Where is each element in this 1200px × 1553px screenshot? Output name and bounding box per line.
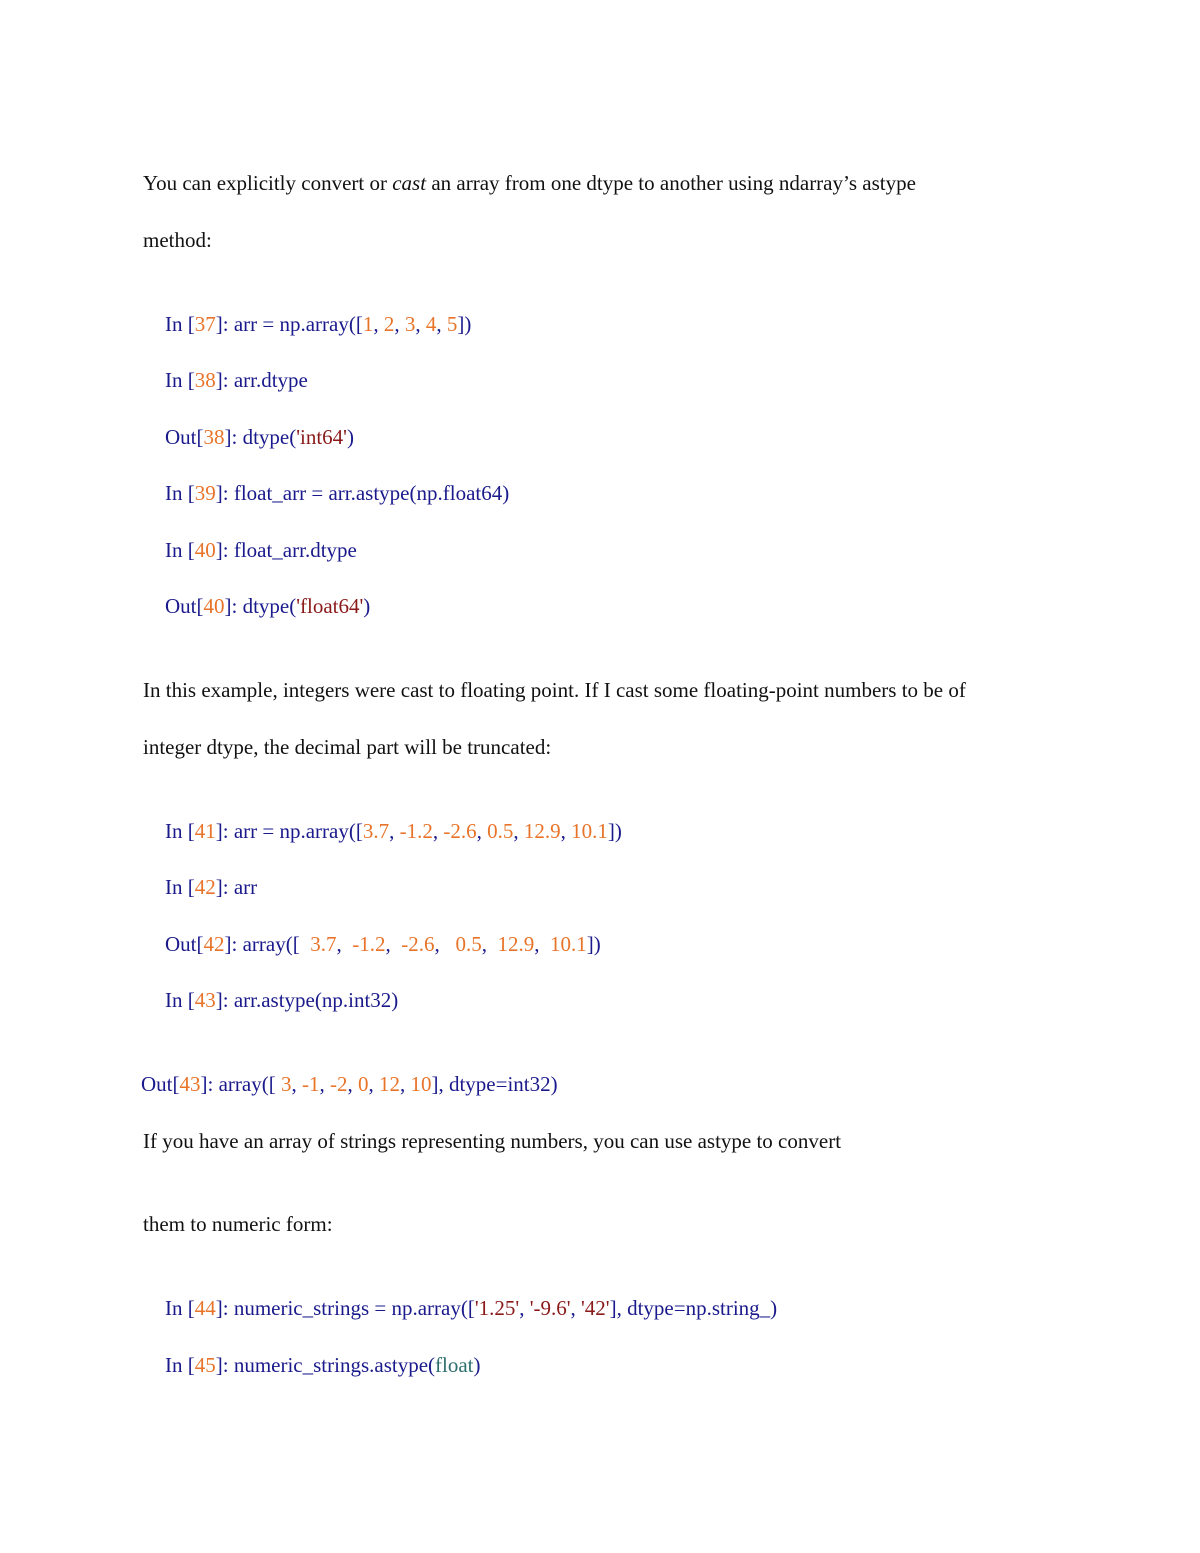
code-token: 'float64'	[296, 594, 364, 618]
code-token: ])	[607, 819, 622, 843]
code-token: 10.1	[571, 819, 608, 843]
code-token: ]: arr.astype(np.int32)	[215, 988, 399, 1012]
code-token: 42	[194, 875, 216, 899]
code-token: 43	[179, 1072, 201, 1096]
code-token: ]: arr	[215, 875, 258, 899]
code-token: ,	[432, 819, 444, 843]
code-token: 5	[446, 312, 458, 336]
code-token: ]: arr.dtype	[215, 368, 308, 392]
code-token: 12.9	[523, 819, 561, 843]
code-token: 38	[194, 368, 216, 392]
code-token: ])	[586, 932, 601, 956]
code-line	[165, 987, 398, 1013]
code-token: -1	[301, 1072, 320, 1096]
code-line	[165, 818, 622, 844]
code-token: ,	[336, 932, 353, 956]
code-token: ]: arr = np.array([	[215, 312, 363, 336]
code-token: Out[	[165, 425, 204, 449]
code-token: )	[363, 594, 371, 618]
code-token: ,	[436, 312, 447, 336]
code-token: -1.2	[352, 932, 386, 956]
code-token: Out[	[141, 1072, 180, 1096]
code-token: )	[473, 1353, 481, 1377]
code-token: ,	[291, 1072, 302, 1096]
code-token: In [	[165, 368, 195, 392]
code-token: 0.5	[487, 819, 514, 843]
code-token: Out[	[165, 932, 204, 956]
code-token: 3.7	[362, 819, 390, 843]
paragraph-2-line-2: integer dtype, the decimal part will be truncated:	[143, 735, 552, 759]
code-line	[165, 1295, 777, 1321]
code-token: In [	[165, 819, 195, 843]
code-token: ]: arr = np.array([	[215, 819, 363, 843]
code-token: 3	[404, 312, 416, 336]
code-line	[165, 537, 357, 563]
code-token: '42'	[581, 1296, 610, 1320]
code-token: 42	[203, 932, 225, 956]
paragraph-1-emphasis: cast	[392, 171, 427, 195]
code-token: 45	[194, 1353, 216, 1377]
code-token: ]: array([	[200, 1072, 281, 1096]
code-line	[165, 931, 601, 957]
code-line	[165, 424, 354, 450]
code-token: In [	[165, 988, 195, 1012]
code-token: ,	[394, 312, 405, 336]
code-token: In [	[165, 538, 195, 562]
code-line	[165, 367, 308, 393]
paragraph-1-text-after: an array from one dtype to another using ndarray’s astype	[426, 171, 916, 195]
paragraph-3-line-1: If you have an array of strings representing numbers, you can use astype to convert	[143, 1129, 842, 1153]
code-line	[165, 874, 257, 900]
code-token: ]: numeric_strings.astype(	[215, 1353, 436, 1377]
code-token: ], dtype=np.string_)	[609, 1296, 778, 1320]
code-token: ]: float_arr = arr.astype(np.float64)	[215, 481, 510, 505]
code-token: ]: array([	[224, 932, 311, 956]
code-token: 10	[410, 1072, 432, 1096]
code-token: 12	[378, 1072, 400, 1096]
code-token: -2.6	[401, 932, 435, 956]
code-token: ,	[347, 1072, 358, 1096]
code-token: Out[	[165, 594, 204, 618]
code-token: '-9.6'	[529, 1296, 571, 1320]
code-line	[165, 1352, 481, 1378]
code-token: ,	[368, 1072, 379, 1096]
code-token: 3	[280, 1072, 292, 1096]
code-token: 2	[383, 312, 395, 336]
code-token: ,	[389, 819, 400, 843]
code-line	[165, 311, 471, 337]
paragraph-1-line-1	[143, 170, 916, 196]
code-token: '1.25'	[474, 1296, 520, 1320]
code-token: ]: dtype(	[224, 425, 297, 449]
code-token: 1	[362, 312, 374, 336]
code-token: 0	[357, 1072, 369, 1096]
code-line	[165, 593, 370, 619]
code-token: ,	[560, 819, 572, 843]
code-token: 38	[203, 425, 225, 449]
code-token: In [	[165, 481, 195, 505]
code-token: ,	[481, 932, 498, 956]
code-token: ,	[415, 312, 426, 336]
code-token: ,	[385, 932, 402, 956]
code-token: 40	[203, 594, 225, 618]
code-line	[141, 1071, 558, 1097]
code-token: ,	[434, 932, 456, 956]
code-token: 'int64'	[296, 425, 347, 449]
code-token: In [	[165, 875, 195, 899]
paragraph-1-text-before: You can explicitly convert or	[143, 171, 393, 195]
code-token: In [	[165, 1296, 195, 1320]
code-token: ])	[457, 312, 472, 336]
code-token: ,	[399, 1072, 411, 1096]
code-token: ,	[373, 312, 384, 336]
code-token: float	[435, 1353, 474, 1377]
paragraph-2-line-1: In this example, integers were cast to floating point. If I cast some floating-point numbers to be of	[143, 678, 966, 702]
paragraph-1-line-2: method:	[143, 228, 212, 252]
code-token: In [	[165, 312, 195, 336]
code-token: ,	[319, 1072, 330, 1096]
code-token: -2	[329, 1072, 348, 1096]
code-token: 41	[194, 819, 216, 843]
code-token: 43	[194, 988, 216, 1012]
code-token: 39	[194, 481, 216, 505]
code-token: ,	[519, 1296, 530, 1320]
code-token: ,	[570, 1296, 581, 1320]
code-token: ]: float_arr.dtype	[215, 538, 357, 562]
code-token: 0.5	[455, 932, 482, 956]
code-token: ,	[534, 932, 550, 956]
code-line	[165, 480, 509, 506]
code-token: 4	[425, 312, 437, 336]
code-token: 37	[194, 312, 216, 336]
code-token: ]: numeric_strings = np.array([	[215, 1296, 475, 1320]
code-token: ,	[513, 819, 524, 843]
code-token: 40	[194, 538, 216, 562]
code-token: -2.6	[443, 819, 477, 843]
paragraph-3-line-2: them to numeric form:	[143, 1212, 333, 1236]
code-token: 10.1	[549, 932, 587, 956]
code-token: ]: dtype(	[224, 594, 297, 618]
code-token: In [	[165, 1353, 195, 1377]
code-token: 12.9	[497, 932, 535, 956]
code-token: )	[346, 425, 354, 449]
code-token: -1.2	[399, 819, 433, 843]
code-token: ,	[476, 819, 488, 843]
code-token: 44	[194, 1296, 216, 1320]
code-token: 3.7	[310, 932, 337, 956]
code-token: ], dtype=int32)	[431, 1072, 558, 1096]
